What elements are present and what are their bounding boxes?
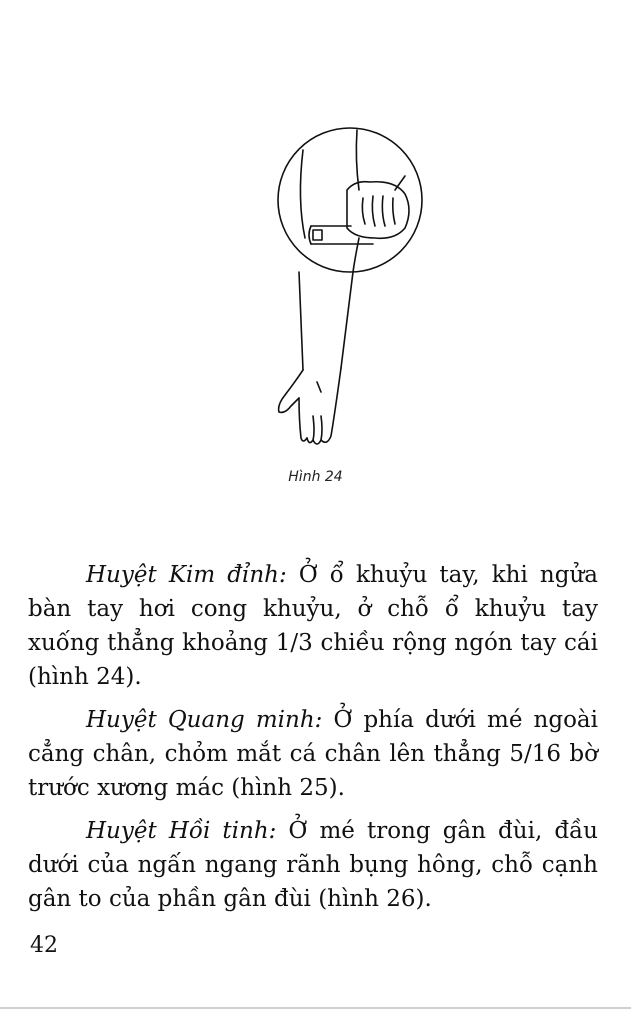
- paragraph-quang-minh: [28, 703, 598, 805]
- page-number: 42: [30, 933, 58, 958]
- paragraph-hoi-tinh: [28, 814, 598, 916]
- acupoint-name: Huyệt Kim đỉnh:: [86, 562, 287, 588]
- acupoint-name: Huyệt Hồi tinh:: [86, 818, 277, 844]
- paragraph-kim-dinh: [28, 558, 598, 694]
- arm-elbow-drawing: [255, 120, 445, 460]
- arm-illustration: [255, 120, 445, 460]
- magnifier-circle: [278, 128, 422, 272]
- acupoint-description: Ở ổ khuỷu tay, khi ngửa bàn tay hơi cong khuỷu, ở chỗ ổ khuỷu tay xuống thẳng khoảng 1/3 chiều rộng ngón tay cái (hình 24).: [28, 562, 598, 690]
- acupoint-description: Ở mé trong gân đùi, đầu dưới của ngấn ngang rãnh bụng hông, chỗ cạnh gân to của phần gân đùi (hình 26).: [28, 818, 598, 912]
- figure-caption: Hình 24: [288, 469, 343, 485]
- acupoint-description: Ở phía dưới mé ngoài cẳng chân, chỏm mắt cá chân lên thẳng 5/16 bờ trước xương mác (hình 25).: [28, 707, 598, 801]
- acupoint-name: Huyệt Quang minh:: [86, 707, 323, 733]
